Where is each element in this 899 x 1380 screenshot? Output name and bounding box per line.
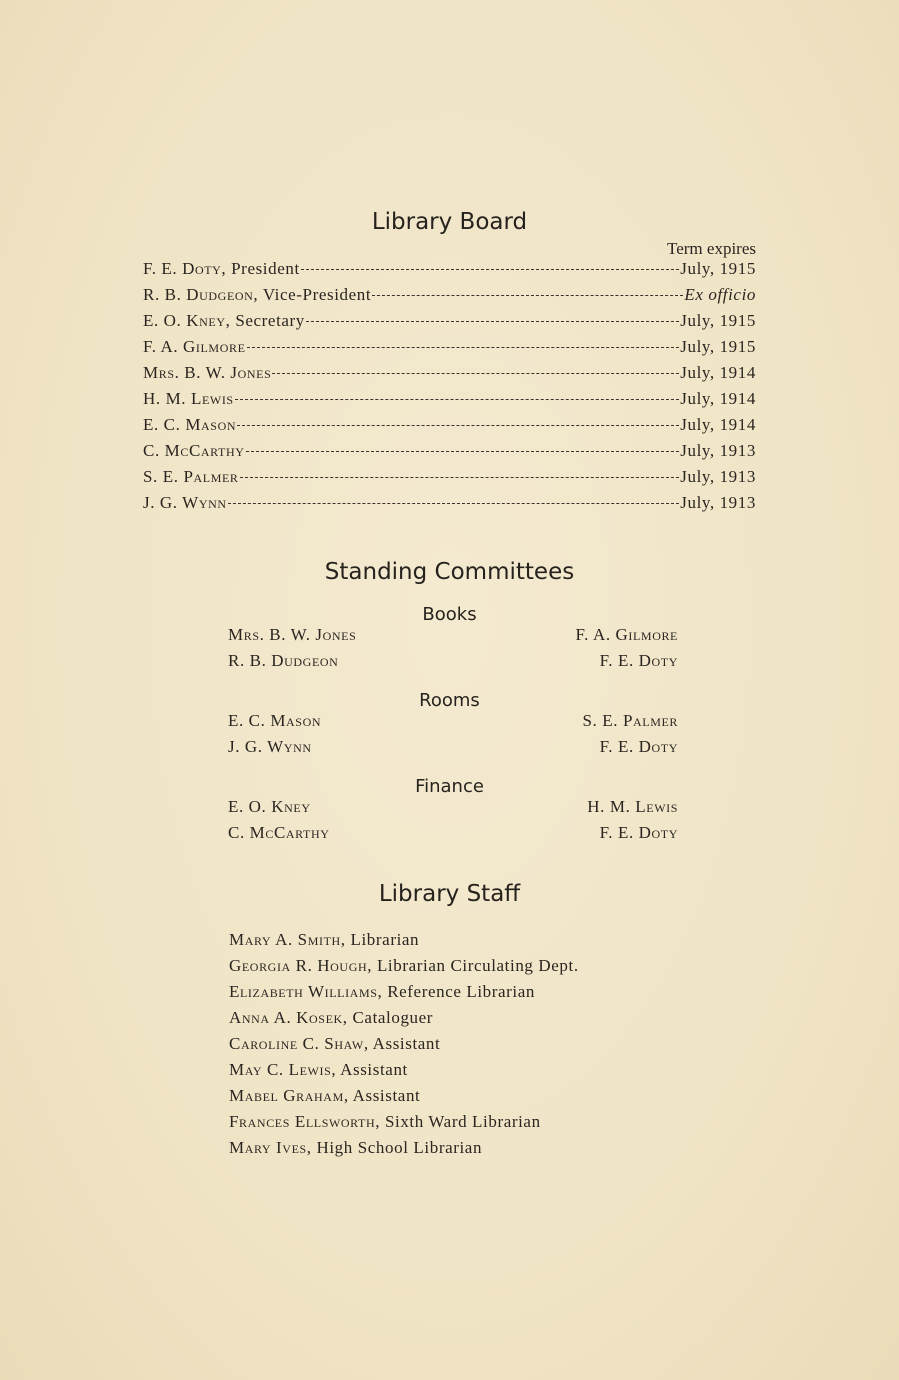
board-member-row (143, 285, 756, 311)
staff-name: Caroline C. Shaw (229, 1034, 364, 1053)
staff-role: Cataloguer (352, 1008, 434, 1027)
committee-member-left: E. C. Mason (228, 711, 322, 730)
books-committee (228, 625, 678, 677)
board-member-list (143, 259, 756, 519)
staff-row: Mary A. Smith, Librarian (229, 930, 420, 949)
board-member-term: July, 1915 (680, 337, 756, 356)
board-member-term: July, 1915 (680, 259, 756, 278)
board-member-term: July, 1914 (680, 415, 756, 434)
staff-name: Mabel Graham (229, 1086, 344, 1105)
staff-name: Elizabeth Williams (229, 982, 378, 1001)
committee-member-right: S. E. Palmer (582, 711, 678, 730)
staff-row: Frances Ellsworth, Sixth Ward Librarian (229, 1112, 541, 1131)
books-committee-label: Books (422, 604, 477, 625)
staff-name: Georgia R. Hough (229, 956, 368, 975)
staff-row: Anna A. Kosek, Cataloguer (229, 1008, 434, 1027)
committee-member-right: F. E. Doty (599, 737, 678, 756)
staff-role: Assistant (340, 1060, 408, 1079)
board-member-role: , Secretary (226, 311, 305, 331)
board-member-name: S. E. Palmer (143, 467, 239, 486)
term-expires-header: Term expires (667, 239, 756, 258)
board-member-name: F. E. Doty (143, 259, 222, 278)
standing-committees-heading: Standing Committees (324, 559, 575, 585)
staff-row: Caroline C. Shaw, Assistant (229, 1034, 441, 1053)
staff-row: Mary Ives, High School Librarian (229, 1138, 483, 1157)
dotted-leader (247, 347, 680, 348)
board-member-name: Mrs. B. W. Jones (143, 363, 272, 382)
board-member-name: C. McCarthy (143, 441, 245, 460)
staff-name: Frances Ellsworth (229, 1112, 376, 1131)
committee-member-right: H. M. Lewis (587, 797, 678, 816)
committee-member-left: Mrs. B. W. Jones (228, 625, 357, 644)
staff-name: Mary Ives (229, 1138, 307, 1157)
board-member-role: , Vice-President (253, 285, 371, 305)
committee-row (228, 711, 678, 737)
staff-row: May C. Lewis, Assistant (229, 1060, 408, 1079)
board-member-term: July, 1913 (680, 493, 756, 512)
finance-committee-label: Finance (415, 776, 484, 797)
board-member-name: E. O. Kney (143, 311, 226, 330)
library-staff-heading: Library Staff (378, 881, 521, 907)
staff-role: Reference Librarian (387, 982, 535, 1001)
board-member-term: July, 1913 (680, 467, 756, 486)
committee-row (228, 797, 678, 823)
staff-role: Sixth Ward Librarian (384, 1112, 541, 1131)
committee-member-right: F. A. Gilmore (575, 625, 678, 644)
staff-row: Georgia R. Hough, Librarian Circulating Dept. (229, 956, 579, 975)
staff-name: Mary A. Smith (229, 930, 341, 949)
staff-role: Assistant (372, 1034, 441, 1053)
staff-row: Elizabeth Williams, Reference Librarian (229, 982, 535, 1001)
finance-committee (228, 797, 678, 849)
committee-row (228, 737, 678, 763)
board-member-row (143, 259, 756, 285)
staff-name: May C. Lewis (229, 1060, 332, 1079)
board-member-row (143, 415, 756, 441)
board-member-name: F. A. Gilmore (143, 337, 246, 356)
dotted-leader (246, 451, 680, 452)
board-member-name: E. C. Mason (143, 415, 237, 434)
committee-member-left: R. B. Dudgeon (228, 651, 339, 670)
committee-row (228, 823, 678, 849)
dotted-leader (228, 503, 680, 504)
committee-row (228, 625, 678, 651)
board-member-row (143, 311, 756, 337)
board-member-row (143, 441, 756, 467)
board-member-term: July, 1915 (680, 311, 756, 330)
dotted-leader (301, 269, 679, 270)
dotted-leader (372, 295, 683, 296)
committee-member-right: F. E. Doty (599, 823, 678, 842)
dotted-leader (240, 477, 680, 478)
board-member-row (143, 467, 756, 493)
rooms-committee (228, 711, 678, 763)
committee-member-left: E. O. Kney (228, 797, 311, 816)
board-member-name: H. M. Lewis (143, 389, 234, 408)
board-member-row (143, 493, 756, 519)
staff-role: High School Librarian (316, 1138, 483, 1157)
staff-role: Librarian Circulating Dept. (376, 956, 579, 975)
committee-member-left: J. G. Wynn (228, 737, 312, 756)
committee-row (228, 651, 678, 677)
dotted-leader (235, 399, 680, 400)
board-member-name: J. G. Wynn (143, 493, 227, 512)
staff-row: Mabel Graham, Assistant (229, 1086, 421, 1105)
dotted-leader (272, 373, 679, 374)
board-member-row (143, 363, 756, 389)
staff-role: Assistant (352, 1086, 421, 1105)
committee-member-right: F. E. Doty (599, 651, 678, 670)
rooms-committee-label: Rooms (419, 690, 480, 711)
staff-list (229, 930, 579, 1164)
board-member-role: , President (221, 259, 299, 279)
committee-member-left: C. McCarthy (228, 823, 330, 842)
board-member-name: R. B. Dudgeon (143, 285, 254, 304)
staff-role: Librarian (350, 930, 420, 949)
board-member-term: July, 1914 (680, 389, 756, 408)
board-member-term: July, 1913 (680, 441, 756, 460)
board-member-row (143, 337, 756, 363)
board-member-term: Ex officio (684, 285, 756, 304)
staff-name: Anna A. Kosek (229, 1008, 343, 1027)
board-member-row (143, 389, 756, 415)
board-member-term: July, 1914 (680, 363, 756, 382)
library-board-heading: Library Board (371, 209, 528, 235)
dotted-leader (306, 321, 679, 322)
dotted-leader (237, 425, 679, 426)
